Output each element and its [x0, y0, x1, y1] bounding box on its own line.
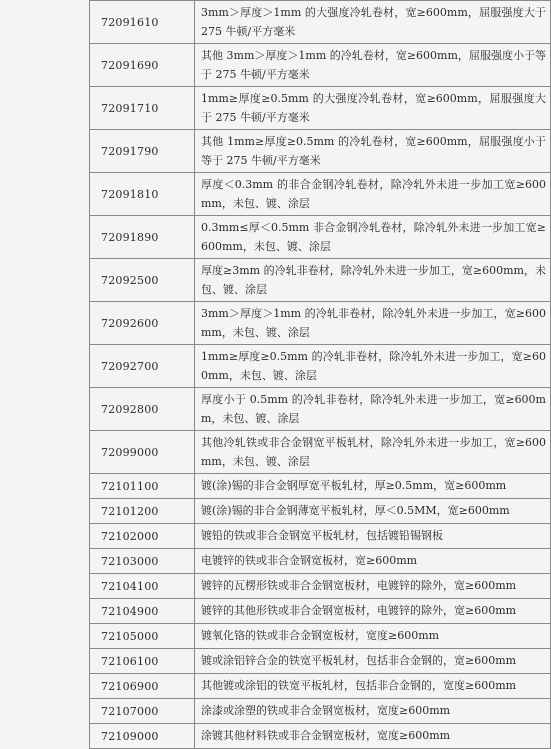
description-cell: 镀(涂)锡的非合金钢薄宽平板轧材，厚＜0.5MM，宽≥600mm [195, 499, 551, 524]
description-cell: 其他 3mm＞厚度＞1mm 的冷轧卷材，宽≥600mm，屈服强度小于等于 275 牛顿/平方毫米 [195, 44, 551, 87]
hs-code-cell: 72104100 [90, 574, 195, 599]
description-cell: 电镀锌的铁或非合金钢宽板材，宽≥600mm [195, 549, 551, 574]
hs-code-cell: 72092500 [90, 259, 195, 302]
table-row [90, 259, 551, 302]
description-cell: 3mm＞厚度＞1mm 的冷轧非卷材，除冷轧外未进一步加工，宽≥600mm，未包、镀、涂层 [195, 302, 551, 345]
table-row [90, 345, 551, 388]
hs-code-cell: 72106900 [90, 674, 195, 699]
table-row [90, 216, 551, 259]
table-row [90, 1, 551, 44]
description-cell: 镀氧化铬的铁或非合金钢宽板材，宽度≥600mm [195, 624, 551, 649]
hs-code-cell: 72091710 [90, 87, 195, 130]
description-cell: 涂漆或涂塑的铁或非合金钢宽板材，宽度≥600mm [195, 699, 551, 724]
hs-code-cell: 72105000 [90, 624, 195, 649]
hs-code-cell: 72091690 [90, 44, 195, 87]
table-row [90, 624, 551, 649]
table-row [90, 173, 551, 216]
table-row [90, 499, 551, 524]
description-cell: 厚度＜0.3mm 的非合金钢冷轧卷材，除冷轧外未进一步加工宽≥600mm，未包、镀、涂层 [195, 173, 551, 216]
description-cell: 镀或涂铝锌合金的铁宽平板轧材，包括非合金钢的，宽≥600mm [195, 649, 551, 674]
description-cell: 镀锌的其他形铁或非合金钢宽板材，电镀锌的除外，宽≥600mm [195, 599, 551, 624]
hs-code-cell: 72091810 [90, 173, 195, 216]
hs-code-cell: 72091610 [90, 1, 195, 44]
table-row [90, 549, 551, 574]
hs-code-cell: 72104900 [90, 599, 195, 624]
table-row [90, 44, 551, 87]
table-row [90, 130, 551, 173]
description-cell: 其他 1mm≥厚度≥0.5mm 的冷轧卷材，宽≥600mm，屈服强度小于等于 275 牛顿/平方毫米 [195, 130, 551, 173]
table-row [90, 574, 551, 599]
hs-code-cell: 72109000 [90, 724, 195, 749]
hs-code-cell: 72092800 [90, 388, 195, 431]
table-row [90, 674, 551, 699]
description-cell: 厚度≥3mm 的冷轧非卷材，除冷轧外未进一步加工，宽≥600mm，未包、镀、涂层 [195, 259, 551, 302]
hs-code-cell: 72091790 [90, 130, 195, 173]
description-cell: 3mm＞厚度＞1mm 的大强度冷轧卷材，宽≥600mm，屈服强度大于 275 牛顿/平方毫米 [195, 1, 551, 44]
hs-code-cell: 72103000 [90, 549, 195, 574]
description-cell: 1mm≥厚度≥0.5mm 的大强度冷轧卷材，宽≥600mm，屈服强度大于 275 牛顿/平方毫米 [195, 87, 551, 130]
table-row [90, 302, 551, 345]
description-cell: 其他冷轧铁或非合金钢宽平板轧材，除冷轧外未进一步加工，宽≥600mm，未包、镀、涂层 [195, 431, 551, 474]
tariff-table-body [90, 1, 551, 749]
hs-code-cell: 72102000 [90, 524, 195, 549]
table-row [90, 699, 551, 724]
table-row [90, 649, 551, 674]
table-row [90, 524, 551, 549]
hs-code-cell: 72091890 [90, 216, 195, 259]
hs-code-cell: 72092600 [90, 302, 195, 345]
description-cell: 0.3mm≤厚＜0.5mm 非合金钢冷轧卷材，除冷轧外未进一步加工宽≥600mm，未包、镀、涂层 [195, 216, 551, 259]
table-row [90, 724, 551, 749]
table-row [90, 388, 551, 431]
table-row [90, 474, 551, 499]
table-row [90, 431, 551, 474]
hs-code-cell: 72107000 [90, 699, 195, 724]
table-row [90, 87, 551, 130]
hs-code-cell: 72101200 [90, 499, 195, 524]
tariff-table [89, 0, 551, 749]
hs-code-cell: 72099000 [90, 431, 195, 474]
description-cell: 厚度小于 0.5mm 的冷轧非卷材，除冷轧外未进一步加工，宽≥600mm，未包、镀、涂层 [195, 388, 551, 431]
description-cell: 镀铅的铁或非合金钢宽平板轧材，包括镀铅锡钢板 [195, 524, 551, 549]
table-row [90, 599, 551, 624]
hs-code-cell: 72092700 [90, 345, 195, 388]
hs-code-cell: 72106100 [90, 649, 195, 674]
description-cell: 其他镀或涂铝的铁宽平板轧材，包括非合金钢的，宽度≥600mm [195, 674, 551, 699]
description-cell: 1mm≥厚度≥0.5mm 的冷轧非卷材，除冷轧外未进一步加工，宽≥600mm，未包、镀、涂层 [195, 345, 551, 388]
description-cell: 镀锌的瓦楞形铁或非合金钢宽板材，电镀锌的除外，宽≥600mm [195, 574, 551, 599]
description-cell: 涂镀其他材料铁或非合金钢宽板材，宽度≥600mm [195, 724, 551, 749]
description-cell: 镀(涂)锡的非合金钢厚宽平板轧材，厚≥0.5mm，宽≥600mm [195, 474, 551, 499]
hs-code-cell: 72101100 [90, 474, 195, 499]
